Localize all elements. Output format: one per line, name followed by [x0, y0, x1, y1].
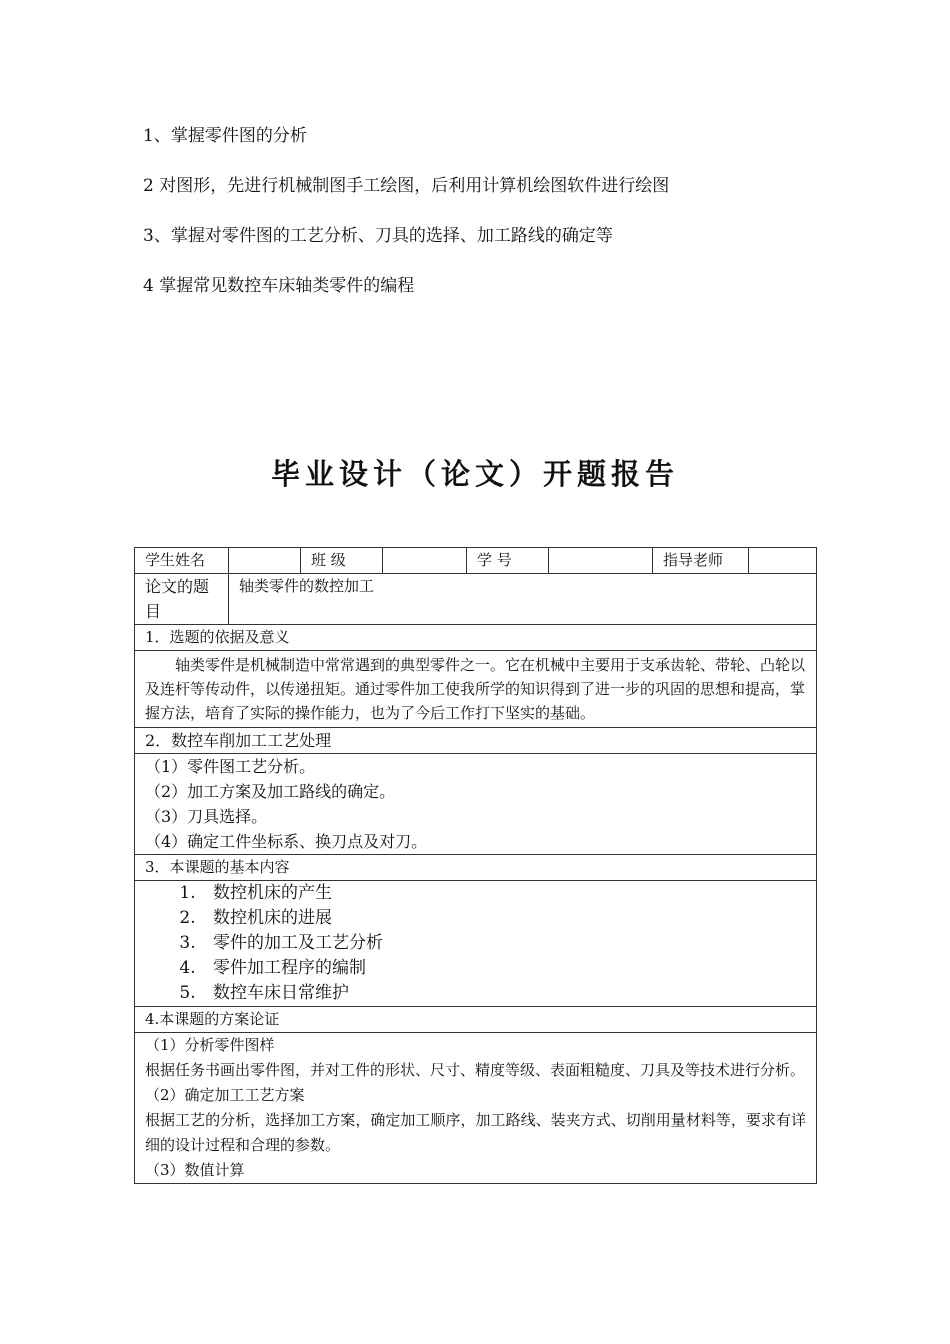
section-2-body	[135, 754, 817, 855]
section-1-text: 轴类零件是机械制造中常常遇到的典型零件之一。它在机械中主要用于支承齿轮、带轮、凸轮以及连杆等传动件，以传递扭矩。通过零件加工使我所学的知识得到了进一步的巩固的思想和提高，掌握方法，培育了实际的操作能力，也为了今后工作打下坚实的基础。	[145, 656, 806, 722]
section-1-body	[135, 651, 817, 728]
student-info-row	[135, 548, 817, 574]
advisor-value	[749, 548, 817, 574]
student-name-value	[229, 548, 301, 574]
objective-item: 1、掌握零件图的分析	[143, 126, 307, 146]
section-3-item: 5. 数控车床日常维护	[201, 981, 806, 1006]
section-4-sub-heading: （1）分析零件图样	[145, 1036, 275, 1054]
section-2-item: （1）零件图工艺分析。	[145, 757, 316, 776]
section-4-text: 根据工艺的分析，选择加工方案，确定加工顺序，加工路线、装夹方式、切削用量材料等，要求有详细的设计过程和合理的参数。	[145, 1111, 806, 1154]
section-3-body	[135, 881, 817, 1007]
section-4-title: 4.本课题的方案论证	[135, 1007, 817, 1033]
section-3-item: 3. 零件的加工及工艺分析	[201, 931, 806, 956]
section-4-sub-heading: （3）数值计算	[145, 1161, 245, 1179]
page-title: 毕业设计（论文）开题报告	[270, 457, 679, 491]
report-table	[134, 547, 817, 1184]
student-id-label: 学 号	[467, 548, 549, 574]
topic-value: 轴类零件的数控加工	[229, 574, 817, 625]
section-3-item: 2. 数控机床的进展	[201, 906, 806, 931]
topic-label: 论文的题目	[135, 574, 229, 625]
section-3-item: 4. 零件加工程序的编制	[201, 956, 806, 981]
student-id-value	[549, 548, 653, 574]
section-4-header	[135, 1007, 817, 1033]
section-2-item: （2）加工方案及加工路线的确定。	[145, 782, 396, 801]
section-2-header	[135, 728, 817, 754]
section-4-text: 根据任务书画出零件图，并对工件的形状、尺寸、精度等级、表面粗糙度、刀具及等技术进行分析。	[145, 1061, 806, 1079]
section-3-list	[145, 881, 806, 1006]
topic-row	[135, 574, 817, 625]
section-4-body	[135, 1033, 817, 1184]
advisor-label: 指导老师	[653, 548, 749, 574]
class-value	[383, 548, 467, 574]
section-3-item: 1. 数控机床的产生	[201, 881, 806, 906]
section-2-title: 2．数控车削加工工艺处理	[135, 728, 817, 754]
section-1-header	[135, 625, 817, 651]
objective-item: 4 掌握常见数控车床轴类零件的编程	[143, 276, 415, 296]
objectives-list	[143, 123, 863, 323]
objective-item: 3、掌握对零件图的工艺分析、刀具的选择、加工路线的确定等	[143, 226, 613, 246]
section-1-title: 1．选题的依据及意义	[135, 625, 817, 651]
section-2-item: （3）刀具选择。	[145, 807, 268, 826]
section-4-sub-heading: （2）确定加工工艺方案	[145, 1086, 305, 1104]
section-2-item: （4）确定工件坐标系、换刀点及对刀。	[145, 832, 428, 851]
student-name-label: 学生姓名	[135, 548, 229, 574]
section-3-header	[135, 855, 817, 881]
objective-item: 2 对图形，先进行机械制图手工绘图，后利用计算机绘图软件进行绘图	[143, 176, 670, 196]
section-3-title: 3．本课题的基本内容	[135, 855, 817, 881]
class-label: 班 级	[301, 548, 383, 574]
